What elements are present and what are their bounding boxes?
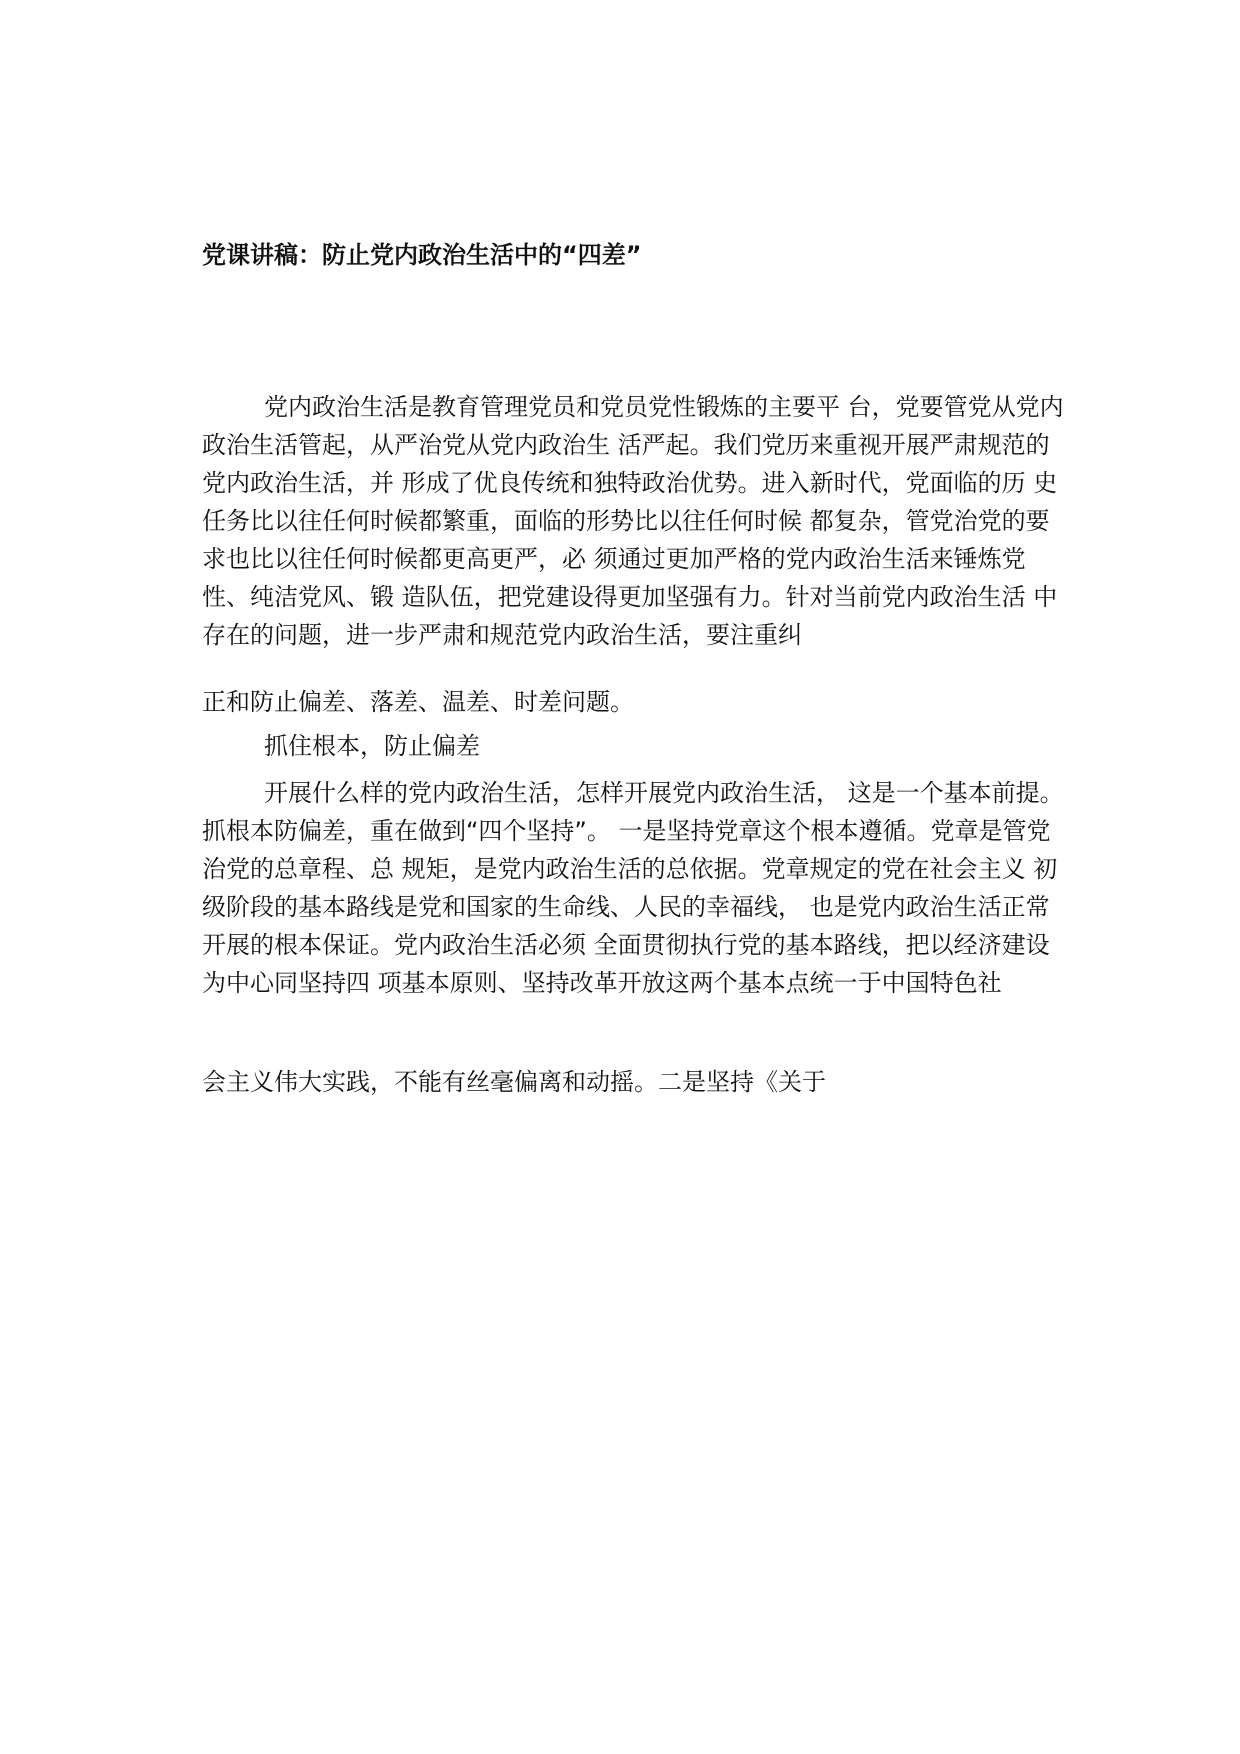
- paragraph-intro-continued: 正和防止偏差、落差、温差、时差问题。: [202, 688, 634, 716]
- paragraph-section-body: 开展什么样的党内政治生活，怎样开展党内政治生活， 这是一个基本前提。抓根本防偏差，重在做到“四个坚持”。 一是坚持党章这个根本遵循。党章是管党治党的总章程、总 规矩，是党内政治生活的总依据。党章规定的党在社会主义 初级阶段的基本路线是党和国家的生命线、人民的幸福线， 也是党内政治生活正常开展的根本保证。党内政治生活必须 全面贯彻执行党的基本路线，把以经济建设为中心同坚持四 项基本原则、坚持改革开放这两个基本点统一于中国特色社: [202, 779, 1064, 997]
- document-title: 党课讲稿：防止党内政治生活中的“四差”: [202, 241, 642, 269]
- paragraph-intro: 党内政治生活是教育管理党员和党员党性锻炼的主要平 台，党要管党从党内政治生活管起，从严治党从党内政治生 活严起。我们党历来重视开展严肃规范的党内政治生活，并 形成了优良传统和独特政治优势。进入新时代，党面临的历 史任务比以往任何时候都繁重，面临的形势比以往任何时候 都复杂，管党治党的要求也比以往任何时候都更高更严，必 须通过更加严格的党内政治生活来锤炼党性、纯洁党风、锻 造队伍，把党建设得更加坚强有力。针对当前党内政治生活 中存在的问题，进一步严肃和规范党内政治生活，要注重纠: [202, 393, 1064, 649]
- section-heading: 抓住根本，防止偏差: [264, 732, 480, 760]
- paragraph-section-body-continued: 会主义伟大实践，不能有丝毫偏离和动摇。二是坚持《关于: [202, 1068, 826, 1096]
